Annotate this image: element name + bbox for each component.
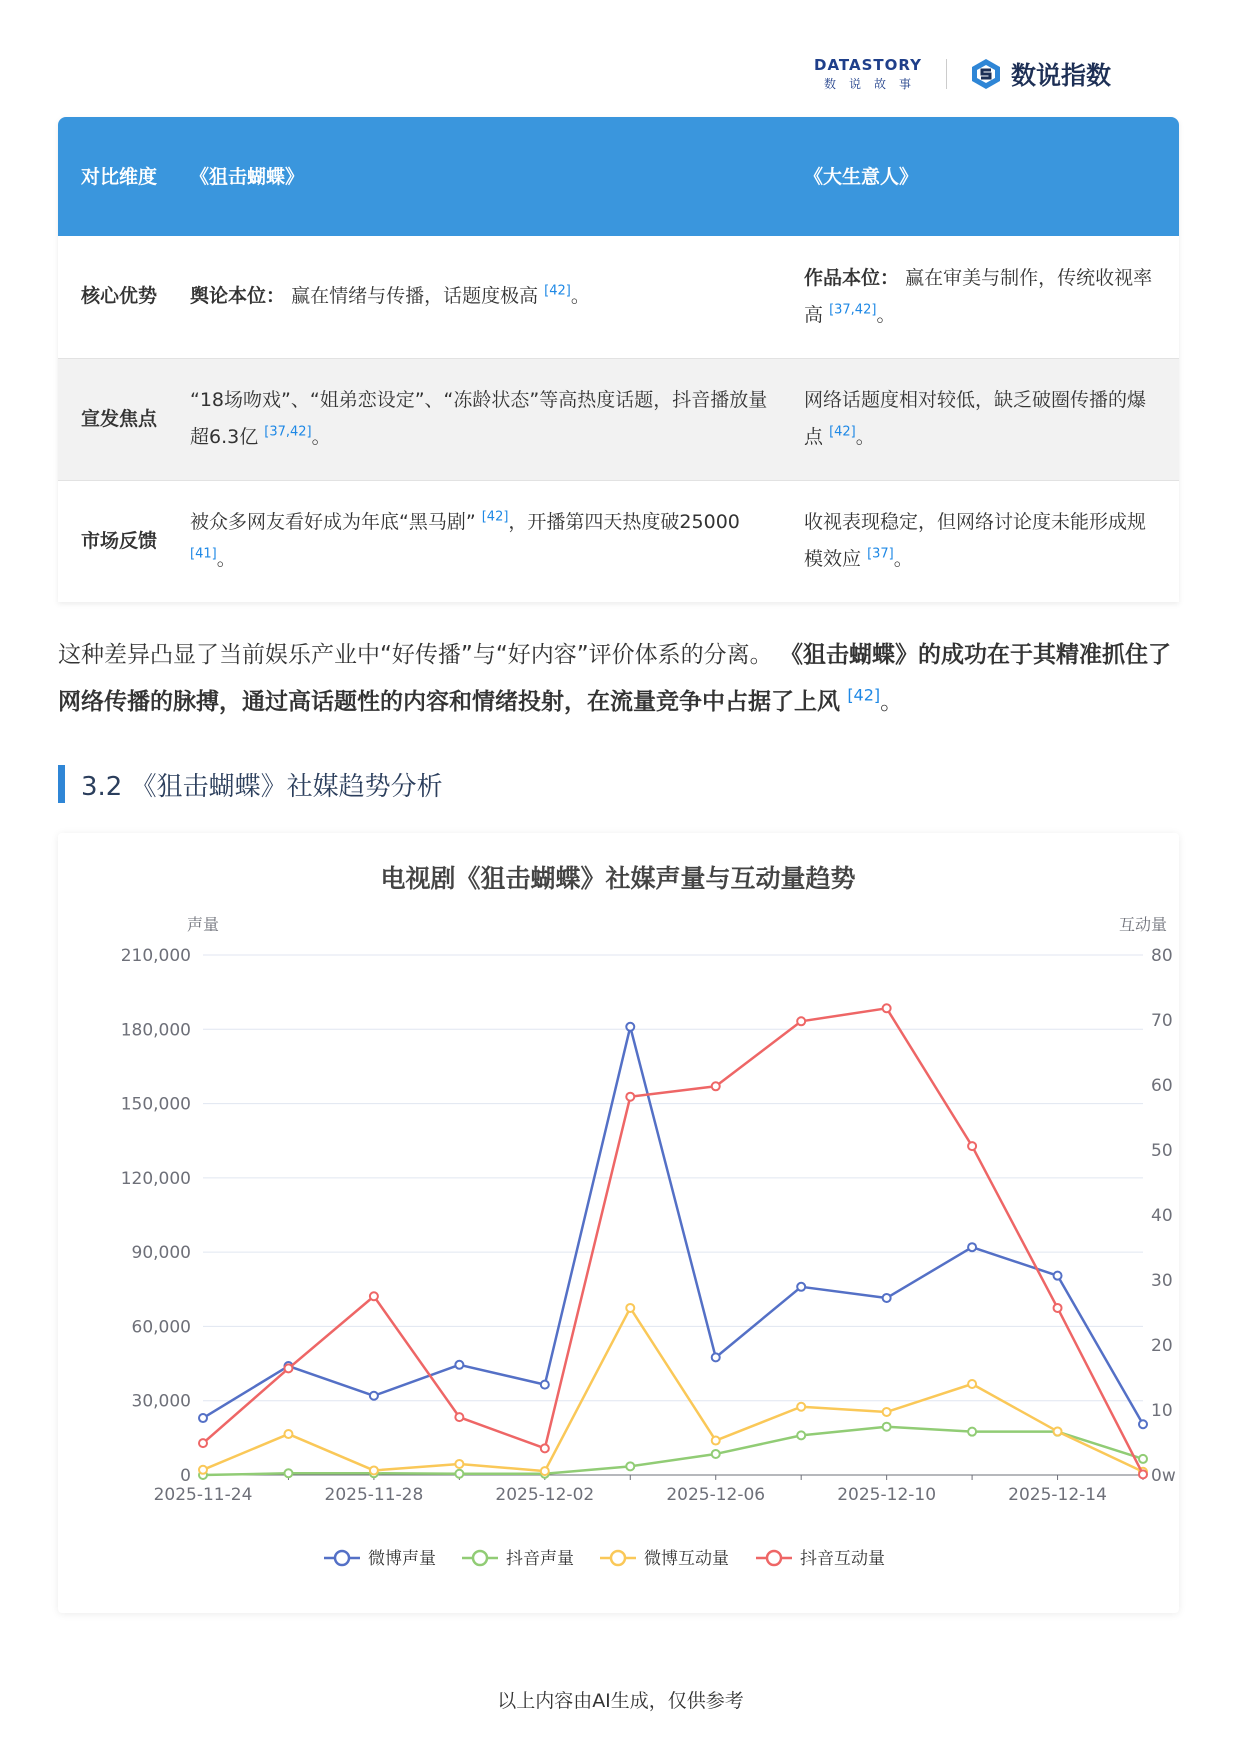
chart-title: 电视剧《狙击蝴蝶》社媒声量与互动量趋势 <box>380 864 856 893</box>
data-point[interactable] <box>883 1423 891 1431</box>
table-header-dimension: 对比维度 <box>58 117 190 236</box>
data-point[interactable] <box>541 1444 549 1452</box>
legend-item[interactable] <box>756 1549 885 1569</box>
series-line <box>203 1427 1143 1475</box>
data-point[interactable] <box>968 1380 976 1388</box>
shushuo-brand-name: 数说指数 <box>1010 61 1111 90</box>
data-point[interactable] <box>1054 1304 1062 1312</box>
cell-end: 。 <box>216 548 236 571</box>
table-header-snipe-butterfly: 《狙击蝴蝶》 <box>190 117 804 236</box>
paragraph-end: 。 <box>880 689 904 715</box>
legend-label: 抖音互动量 <box>800 1549 885 1569</box>
citation-link[interactable]: [37,42] <box>264 424 312 440</box>
citation-link[interactable]: [42] <box>829 424 856 440</box>
cell-text: ，开播第四天热度破25000 <box>508 511 740 534</box>
cell-text: “18场吻戏”、“姐弟恋设定”、“冻龄状态”等高热度话题，抖音播放量超6.3亿 <box>190 389 768 448</box>
table-row <box>58 236 1179 358</box>
series-line <box>203 1308 1143 1472</box>
legend-swatch-marker <box>611 1551 625 1565</box>
data-point[interactable] <box>370 1392 378 1400</box>
shushuo-logo-icon <box>969 57 1003 91</box>
cell-label: 作品本位： <box>804 266 900 289</box>
legend-label: 抖音声量 <box>506 1549 574 1569</box>
data-point[interactable] <box>1139 1470 1147 1478</box>
table-header-big-businessman: 《大生意人》 <box>804 117 1179 236</box>
data-point[interactable] <box>968 1428 976 1436</box>
data-point[interactable] <box>455 1470 463 1478</box>
series-line <box>203 1008 1143 1474</box>
data-point[interactable] <box>797 1431 805 1439</box>
right-tick-label: 40 <box>1151 1206 1173 1226</box>
analysis-paragraph <box>58 632 1183 726</box>
row-cell-a <box>190 480 804 602</box>
data-point[interactable] <box>1054 1272 1062 1280</box>
data-point[interactable] <box>797 1283 805 1291</box>
data-point[interactable] <box>284 1469 292 1477</box>
comparison-table <box>58 117 1179 602</box>
row-dimension: 宣发焦点 <box>58 358 190 480</box>
legend-item[interactable] <box>324 1549 436 1569</box>
right-tick-label: 10 <box>1151 1401 1173 1421</box>
x-tick-label: 2025-12-10 <box>837 1485 937 1505</box>
data-point[interactable] <box>541 1381 549 1389</box>
data-point[interactable] <box>797 1017 805 1025</box>
data-point[interactable] <box>284 1430 292 1438</box>
data-point[interactable] <box>968 1142 976 1150</box>
section-heading <box>58 765 443 803</box>
left-tick-label: 150,000 <box>120 1094 191 1115</box>
datastory-logo-cn: 数说故事 <box>823 77 924 91</box>
footer-disclaimer: 以上内容由AI生成，仅供参考 <box>497 1690 744 1712</box>
data-point[interactable] <box>626 1093 634 1101</box>
data-point[interactable] <box>1054 1427 1062 1435</box>
right-tick-label: 70 <box>1151 1011 1173 1031</box>
section-title: 3.2 《狙击蝴蝶》社媒趋势分析 <box>81 771 443 802</box>
cell-text: 赢在情绪与传播，话题度极高 <box>291 285 539 308</box>
data-point[interactable] <box>284 1364 292 1372</box>
right-tick-label: 0w <box>1151 1466 1176 1486</box>
data-point[interactable] <box>797 1403 805 1411</box>
right-tick-label: 30 <box>1151 1271 1173 1291</box>
right-axis-label: 互动量 <box>1118 915 1168 934</box>
data-point[interactable] <box>1139 1420 1147 1428</box>
right-tick-label: 80 <box>1151 946 1173 966</box>
paragraph-bold-text: 《狙击蝴蝶》的成功在于其精准抓住了网络传播的脉搏，通过高话题性的内容和情绪投射，在流量竞争中占据了上风 <box>58 642 1171 715</box>
data-point[interactable] <box>626 1462 634 1470</box>
legend-label: 微博声量 <box>368 1549 436 1569</box>
x-tick-label: 2025-12-06 <box>666 1485 766 1505</box>
cell-end: 。 <box>311 426 331 448</box>
citation-link[interactable]: [37] <box>867 546 894 562</box>
legend-swatch-marker <box>335 1551 349 1565</box>
data-point[interactable] <box>626 1304 634 1312</box>
cell-end: 。 <box>855 426 875 448</box>
right-tick-label: 20 <box>1151 1336 1173 1356</box>
cell-text: 网络话题度相对较低，缺乏破圈传播的爆点 <box>804 389 1147 448</box>
data-point[interactable] <box>455 1413 463 1421</box>
cell-label: 舆论本位： <box>190 285 286 308</box>
table-row <box>58 480 1179 602</box>
datastory-logo-en: DATASTORY <box>814 56 922 74</box>
trend-chart-card <box>58 833 1179 1613</box>
left-tick-label: 120,000 <box>120 1168 191 1189</box>
table-header-row <box>58 117 1179 236</box>
data-point[interactable] <box>455 1361 463 1369</box>
data-point[interactable] <box>712 1353 720 1361</box>
legend-item[interactable] <box>600 1549 729 1569</box>
x-tick-label: 2025-11-24 <box>153 1485 253 1505</box>
cell-end: 。 <box>570 285 590 308</box>
legend-swatch-marker <box>473 1551 487 1565</box>
data-point[interactable] <box>712 1450 720 1458</box>
datastory-logo <box>812 56 924 92</box>
row-cell-b <box>804 358 1179 480</box>
x-tick-label: 2025-12-14 <box>1008 1485 1107 1505</box>
cell-text: 收视表现稳定，但网络讨论度未能形成规模效应 <box>804 511 1147 571</box>
data-point[interactable] <box>712 1082 720 1090</box>
citation-link[interactable]: [42] <box>544 283 571 299</box>
data-point[interactable] <box>199 1414 207 1422</box>
legend-label: 微博互动量 <box>644 1549 729 1569</box>
legend-swatch-marker <box>767 1551 781 1565</box>
x-tick-label: 2025-12-02 <box>495 1485 595 1505</box>
logo-divider <box>946 59 947 89</box>
data-point[interactable] <box>370 1466 378 1474</box>
citation-link[interactable]: [41] <box>190 546 217 562</box>
row-dimension: 市场反馈 <box>58 480 190 602</box>
series-line <box>203 1027 1143 1424</box>
cell-text: 赢在审美与制作，传统收视率高 <box>804 266 1153 326</box>
table-row <box>58 358 1179 480</box>
trend-chart <box>58 833 1179 1613</box>
left-tick-label: 90,000 <box>131 1243 191 1264</box>
data-point[interactable] <box>968 1243 976 1251</box>
row-dimension: 核心优势 <box>81 285 158 308</box>
data-point[interactable] <box>883 1294 891 1302</box>
data-point[interactable] <box>712 1437 720 1445</box>
right-tick-label: 50 <box>1151 1141 1173 1161</box>
data-point[interactable] <box>455 1460 463 1468</box>
right-tick-label: 60 <box>1151 1076 1173 1096</box>
left-tick-label: 0 <box>180 1466 191 1486</box>
left-tick-label: 210,000 <box>120 946 191 966</box>
data-point[interactable] <box>883 1408 891 1416</box>
cell-end: 。 <box>893 548 913 571</box>
header-logos <box>812 56 1111 92</box>
row-cell-a <box>190 358 804 480</box>
data-point[interactable] <box>199 1466 207 1474</box>
citation-link[interactable]: [42] <box>847 685 881 705</box>
x-tick-label: 2025-11-28 <box>324 1485 424 1505</box>
left-tick-label: 180,000 <box>120 1020 191 1041</box>
cell-text: 被众多网友看好成为年底“黑马剧” <box>190 511 476 534</box>
data-point[interactable] <box>370 1292 378 1300</box>
row-cell-b <box>804 236 1179 358</box>
data-point[interactable] <box>1139 1455 1147 1463</box>
data-point[interactable] <box>626 1023 634 1031</box>
left-tick-label: 30,000 <box>131 1391 191 1412</box>
citation-link[interactable]: [42] <box>481 509 509 525</box>
row-cell-b <box>804 480 1179 602</box>
left-axis-label: 声量 <box>186 915 220 934</box>
citation-link[interactable]: [37,42] <box>829 302 877 318</box>
section-accent-bar <box>58 765 65 803</box>
paragraph-text: 这种差异凸显了当前娱乐产业中“好传播”与“好内容”评价体系的分离。 <box>58 642 773 668</box>
shushuo-logo <box>969 56 1111 92</box>
legend-item[interactable] <box>462 1549 574 1569</box>
data-point[interactable] <box>541 1467 549 1475</box>
data-point[interactable] <box>883 1004 891 1012</box>
cell-end: 。 <box>876 303 896 326</box>
data-point[interactable] <box>199 1439 207 1447</box>
left-tick-label: 60,000 <box>131 1317 191 1338</box>
row-cell-a <box>190 236 804 358</box>
